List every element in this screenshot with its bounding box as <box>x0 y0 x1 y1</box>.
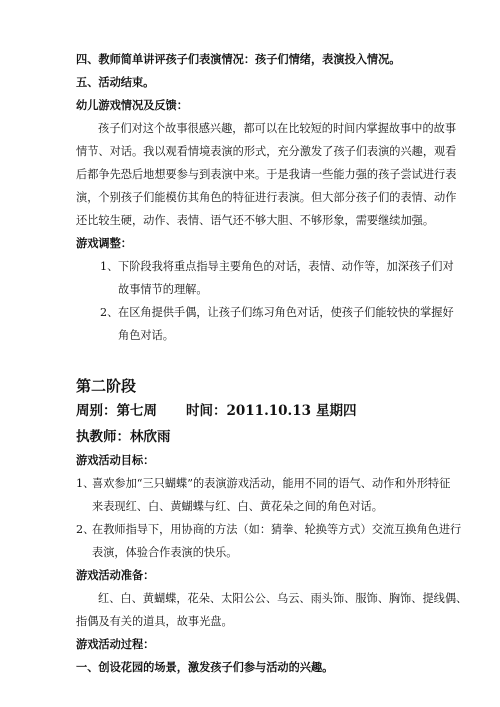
goal-2-number: 2、 <box>76 523 95 536</box>
goal-heading: 游戏活动目标： <box>76 453 155 467</box>
adjust-item-1-line-2: 故事情节的理解。 <box>118 283 208 296</box>
prep-line-2: 指偶及有关的道具，故事光盘。 <box>76 615 233 628</box>
feedback-line-3: 后都争先恐后地想要参与到表演中来。于是我请一些能力强的孩子尝试进行表 <box>76 168 457 181</box>
adjust-item-1-line-1: 下阶段我将重点指导主要角色的对话，表情、动作等，加深孩子们对 <box>118 260 454 273</box>
feedback-line-1: 孩子们对这个故事很感兴趣，都可以在比较短的时间内掌握故事中的故事 <box>98 122 457 135</box>
goal-1-line-1: 喜欢参加“三只蝴蝶”的表演游戏活动，能用不同的语气、动作和外形特征 <box>92 477 451 490</box>
week-label: 周别：第七周 <box>76 403 157 419</box>
feedback-line-4: 演，个别孩子们能模仿其角色的特征进行表演。但大部分孩子们的表情、动作 <box>76 191 457 204</box>
teacher-label: 执教师：林欣雨 <box>76 429 171 445</box>
stage-title: 第二阶段 <box>76 377 137 395</box>
feedback-line-5: 还比较生硬，动作、表情、语气还不够大胆、不够形象，需要继续加强。 <box>76 214 435 227</box>
feedback-line-2: 情节、对话。我以观看情境表演的形式，充分激发了孩子们表演的兴趣，观看 <box>76 145 457 158</box>
goal-1-line-2: 来表现红、白、黄蝴蝶与红、白、黄花朵之间的角色对话。 <box>92 500 383 513</box>
goal-2-line-2: 表演，体验合作表演的快乐。 <box>92 546 238 559</box>
process-heading: 游戏活动过程： <box>76 637 155 651</box>
goal-2-line-1: 在教师指导下，用协商的方法（如：猜拳、轮换等方式）交流互换角色进行 <box>92 523 462 536</box>
feedback-heading: 幼儿游戏情况及反馈： <box>76 98 188 112</box>
process-step-1: 一、创设花园的场景，激发孩子们参与活动的兴趣。 <box>76 660 334 674</box>
adjust-item-2-number: 2、 <box>100 306 119 319</box>
prep-heading: 游戏活动准备： <box>76 568 155 582</box>
date-label: 时间：2011.10.13 <box>186 403 312 419</box>
adjust-item-2-line-1: 在区角提供手偶，让孩子们练习角色对话，使孩子们能较快的掌握好 <box>118 306 454 319</box>
prep-line-1: 红、白、黄蝴蝶，花朵、太阳公公、乌云、雨头饰、服饰、胸饰、提线偶、 <box>98 592 468 605</box>
goal-1-number: 1、 <box>76 477 95 490</box>
adjust-item-2-line-2: 角色对话。 <box>118 329 174 342</box>
adjust-heading: 游戏调整： <box>76 236 132 250</box>
adjust-item-1-number: 1、 <box>100 260 119 273</box>
section-4-line: 四、教师简单讲评孩子们表演情况：孩子们情绪，表演投入情况。 <box>76 52 401 66</box>
weekday-label: 星期四 <box>316 403 357 419</box>
section-5-line: 五、活动结束。 <box>76 75 155 89</box>
